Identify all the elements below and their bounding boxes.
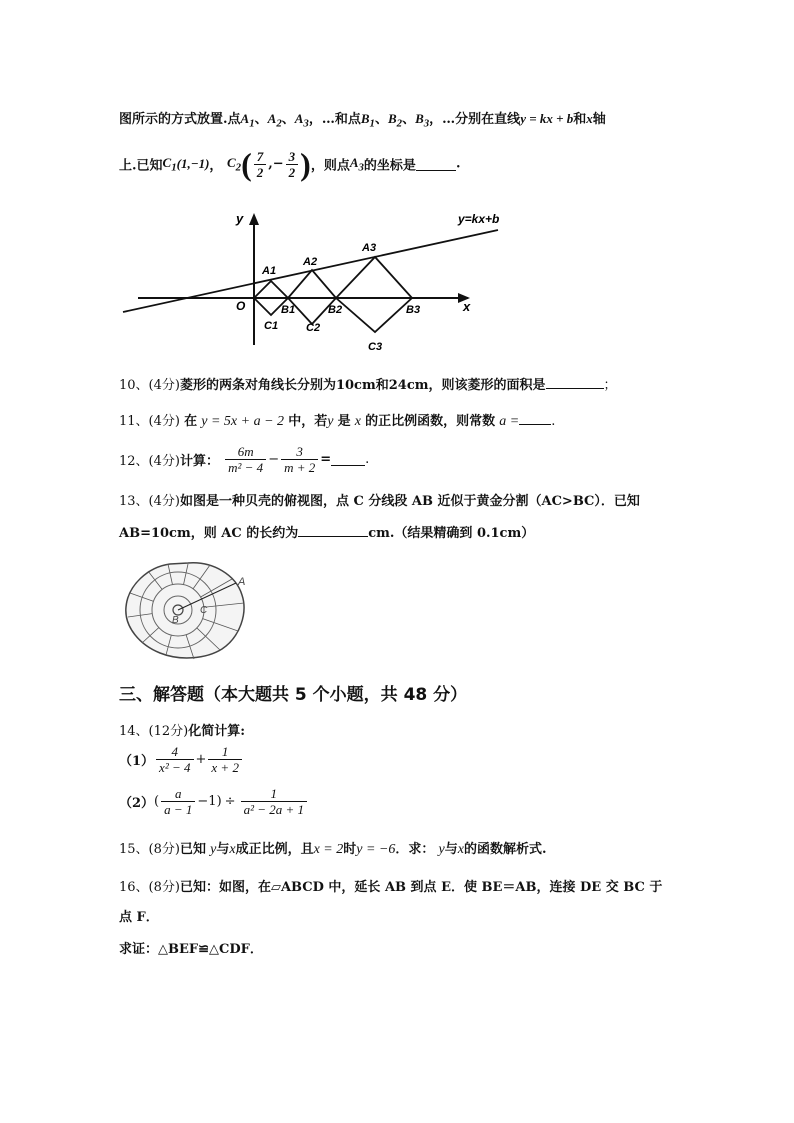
sep: 、 [254, 112, 268, 127]
question-number: 10、(4分) [119, 378, 180, 393]
paren-open: ( [154, 794, 160, 809]
point-a3: $A_3$ [294, 111, 309, 130]
label-c1: C1 [264, 320, 279, 332]
q14 [119, 720, 245, 739]
sep: 、 [281, 112, 295, 127]
q9-line2: 上.已知$C_1(1,-1)$， $C_2$( $\frac{7}{2}$ ,− $\frac{3}{2}$ )，则点$A_3$的坐标是 . [119, 146, 461, 182]
q12-frac2: $\frac{3}{m + 2}$ [281, 444, 318, 475]
x-var: x [457, 842, 464, 857]
q11-text: 是 [337, 414, 351, 429]
q11-text: 的正比例函数，则常数 [365, 414, 496, 429]
q13-line2 [119, 522, 534, 541]
q16-line1 [119, 876, 662, 895]
q12 [119, 444, 369, 475]
sep: 、 [374, 112, 388, 127]
sep: 、 [402, 112, 416, 127]
label-b2: B2 [328, 304, 343, 316]
point-c1: $C_1$ [162, 154, 177, 174]
label-a2: A2 [303, 256, 318, 268]
q15-text: 已知 [179, 842, 206, 857]
a-var: a = [499, 414, 520, 429]
q9-text: 上.已知 [119, 158, 163, 174]
q15-text: 与 [216, 842, 230, 857]
square-3 [336, 257, 412, 332]
question-number: 11、(4分) [119, 414, 180, 429]
q15-text: ．求： [395, 842, 435, 857]
line-label: y=kx+b [458, 212, 500, 226]
x-var: x [229, 842, 236, 857]
q9-text: ，…分别在直线 [429, 112, 521, 127]
q15 [119, 838, 547, 858]
label-a: A [238, 576, 246, 588]
point-a2: $A_2$ [267, 111, 282, 130]
q14-part1 [119, 744, 244, 775]
period: . [551, 414, 556, 429]
shell-figure [118, 555, 258, 665]
paren-close: ) [300, 146, 311, 182]
q9-text: 和 [573, 112, 587, 127]
minus: − [268, 452, 280, 467]
q13-text: 如图是一种贝壳的俯视图，点 C 分线段 AB 近似于黄金分割（AC>BC）．已知 [179, 494, 640, 509]
label-c2: C2 [306, 322, 321, 334]
period: . [365, 452, 370, 467]
answer-blank[interactable] [331, 453, 365, 466]
label-a1: A1 [262, 265, 277, 277]
answer-blank[interactable] [546, 376, 604, 389]
origin-label: O [236, 299, 246, 313]
question-number: 15、(8分) [119, 842, 180, 857]
x-var: x [586, 111, 593, 126]
q11-equation: y = 5x + a − 2 [201, 414, 285, 429]
q14-p1-frac2: $\frac{1}{x + 2}$ [208, 744, 242, 775]
line-equation: y = kx + b [520, 111, 574, 126]
q9-text: 的坐标是 [363, 158, 416, 174]
label-c3: C3 [368, 341, 383, 353]
label-b: B [172, 615, 179, 626]
plus: + [195, 752, 207, 767]
x-label: x [463, 299, 471, 314]
paren-open: ( [241, 146, 252, 182]
y-label: y [236, 211, 244, 226]
c2-x-frac: $\frac{7}{2}$ [254, 149, 267, 180]
label-b1: B1 [281, 304, 296, 316]
label-c: C [200, 605, 208, 616]
c2-y-frac: $\frac{3}{2}$ [286, 149, 299, 180]
question-number: 14、(12分) [119, 724, 189, 739]
q15-text: 的函数解析式. [464, 842, 547, 857]
q16-text: 已知：如图，在▱ABCD 中，延长 AB 到点 E．使 BE＝AB，连接 DE 交 BC 于 [179, 880, 663, 895]
q12-frac1: $\frac{6m}{\text{m² − 4}}$ [225, 444, 266, 475]
section-title: 三、解答题（本大题共 5 个小题，共 48 分） [119, 685, 468, 705]
q9-text: ，…和点 [308, 112, 361, 127]
q16-line2: 点 F． [119, 910, 159, 925]
c1-coord: (1,−1) [176, 156, 210, 171]
punct: ； [603, 378, 617, 393]
y-var: y [438, 842, 445, 857]
q11-text: 在 [184, 414, 198, 429]
q12-text: 计算： [179, 454, 219, 469]
equals: = [320, 452, 332, 467]
point-c2: $C_2$ [226, 154, 242, 174]
q16-line3: 求证：△BEF≌△CDF． [119, 942, 263, 957]
q11-text: 中，若 [288, 414, 328, 429]
y-axis-arrow [249, 213, 259, 225]
q9-line1 [119, 108, 606, 130]
minus: − [272, 156, 284, 172]
label-b3: B3 [406, 304, 421, 316]
question-number: 13、(4分) [119, 494, 180, 509]
q15-text: 与 [444, 842, 458, 857]
point-b1: $B_1$ [360, 111, 375, 130]
q14-text: 化简计算: [188, 724, 246, 739]
q9-figure [118, 205, 508, 355]
q10-text: 菱形的两条对角线长分别为10cm和24cm，则该菱形的面积是 [179, 378, 546, 393]
y-var: y [327, 414, 334, 429]
part-label: （1） [119, 754, 155, 769]
y-var: y [210, 842, 217, 857]
point-b3: $B_3$ [415, 111, 430, 130]
q13-text: AB=10cm，则 AC 的长约为 [119, 526, 299, 541]
divide: ÷ [224, 794, 236, 809]
q11 [119, 410, 555, 430]
label-a3: A3 [362, 242, 377, 254]
answer-blank[interactable] [519, 412, 551, 425]
q14-p2-frac2: $\frac{1}{\text{a² − 2a + 1}}$ [241, 786, 307, 817]
answer-blank[interactable] [416, 158, 456, 171]
q14-p2-frac1: $\frac{a}{a - 1}$ [161, 786, 195, 817]
question-number: 12、(4分) [119, 454, 180, 469]
part-label: （2） [119, 796, 155, 811]
answer-blank[interactable] [298, 524, 368, 537]
condition-x: x = 2 [313, 842, 344, 857]
period: . [455, 156, 461, 172]
comma: ， [209, 158, 223, 174]
q13-text: cm.（结果精确到 0.1cm） [368, 526, 535, 541]
point-b2: $B_2$ [387, 111, 403, 130]
q9-text: 图所示的方式放置.点 [119, 112, 241, 127]
q15-text: 时 [343, 842, 357, 857]
point-a1: $A_1$ [240, 111, 255, 130]
minus-one: −1) [197, 794, 222, 809]
q14-p1-frac1: $\frac{4}{\text{x² − 4}}$ [156, 744, 193, 775]
x-var: x [354, 414, 361, 429]
q9-text: ，则点 [310, 158, 350, 174]
question-number: 16、(8分) [119, 880, 180, 895]
q9-text: 轴 [592, 112, 606, 127]
q10 [119, 374, 617, 393]
condition-y: y = −6 [356, 842, 396, 857]
point-a3: $A_3$ [349, 154, 364, 174]
q14-part2 [119, 786, 309, 817]
q15-text: 成正比例，且 [235, 842, 314, 857]
q13-line1 [119, 490, 640, 509]
